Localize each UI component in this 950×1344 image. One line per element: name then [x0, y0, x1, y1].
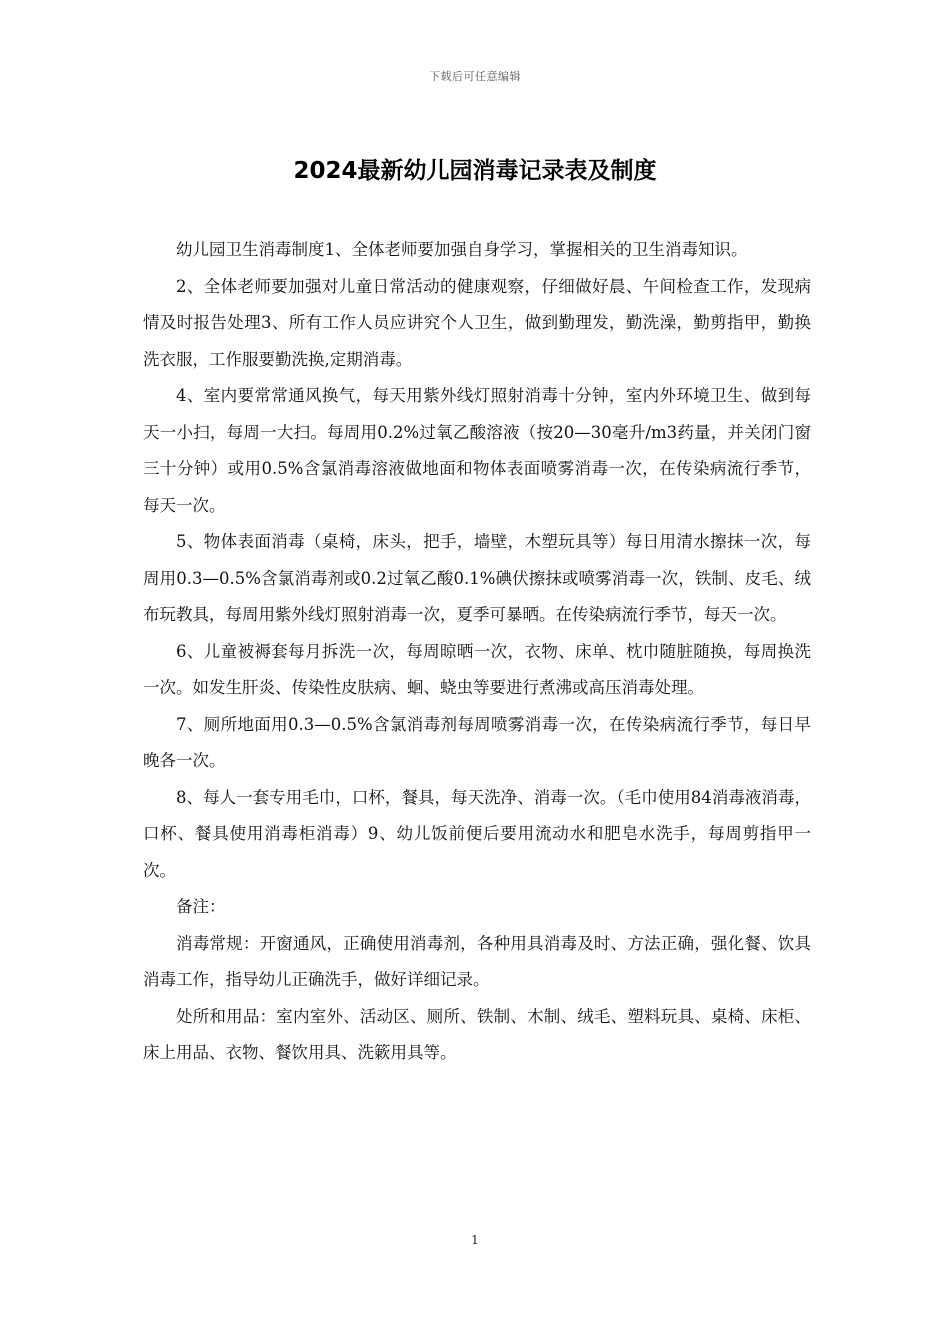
- paragraph-3: 4、室内要常常通风换气，每天用紫外线灯照射消毒十分钟，室内外环境卫生、做到每天一小扫，每周一大扫。每周用0.2%过氧乙酸溶液（按20—30毫升/m3药量，并关闭门窗三十分钟）或用0.5%含氯消毒溶液做地面和物体表面喷雾消毒一次，在传染病流行季节，每天一次。: [143, 386, 811, 515]
- paragraph-4: 5、物体表面消毒（桌椅，床头，把手，墙壁，木塑玩具等）每日用清水擦抹一次，每周用0.3—0.5%含氯消毒剂或0.2过氧乙酸0.1%碘伏擦抹或喷雾消毒一次，铁制、皮毛、绒布玩教具，每周用紫外线灯照射消毒一次，夏季可暴晒。在传染病流行季节，每天一次。: [143, 532, 811, 624]
- paragraph-routine: 消毒常规：开窗通风，正确使用消毒剂，各种用具消毒及时、方法正确，强化餐、饮具消毒工作，指导幼儿正确洗手，做好详细记录。: [143, 933, 811, 989]
- paragraph-note-heading: 备注：: [176, 897, 226, 916]
- header-note: 下载后可任意编辑: [429, 70, 521, 83]
- paragraph-2: 2、全体老师要加强对儿童日常活动的健康观察，仔细做好晨、午间检查工作，发现病情及时报告处理3、所有工作人员应讲究个人卫生，做到勤理发，勤洗澡，勤剪指甲，勤换洗衣服，工作服要勤洗换,定期消毒。: [143, 276, 811, 369]
- page-number: 1: [471, 1233, 479, 1247]
- paragraph-places: 处所和用品：室内室外、活动区、厕所、铁制、木制、绒毛、塑料玩具、桌椅、床柜、床上用品、衣物、餐饮用具、洗簌用具等。: [143, 1006, 811, 1062]
- paragraph-1: 幼儿园卫生消毒制度1、全体老师要加强自身学习，掌握相关的卫生消毒知识。: [176, 240, 748, 259]
- paragraph-7: 8、每人一套专用毛巾，口杯，餐具，每天洗净、消毒一次。（毛巾使用84消毒液消毒，口杯、餐具使用消毒柜消毒）9、幼儿饭前便后要用流动水和肥皂水洗手，每周剪指甲一次。: [143, 787, 811, 880]
- document-body: [143, 232, 811, 1072]
- paragraph-5: 6、儿童被褥套每月拆洗一次，每周晾晒一次，衣物、床单、枕巾随脏随换，每周换洗一次。如发生肝炎、传染性皮肤病、蛔、蛲虫等要进行煮沸或高压消毒处理。: [143, 641, 811, 697]
- document-title: 2024最新幼儿园消毒记录表及制度: [293, 158, 657, 184]
- paragraph-6: 7、厕所地面用0.3—0.5%含氯消毒剂每周喷雾消毒一次，在传染病流行季节，每日早晚各一次。: [143, 714, 811, 770]
